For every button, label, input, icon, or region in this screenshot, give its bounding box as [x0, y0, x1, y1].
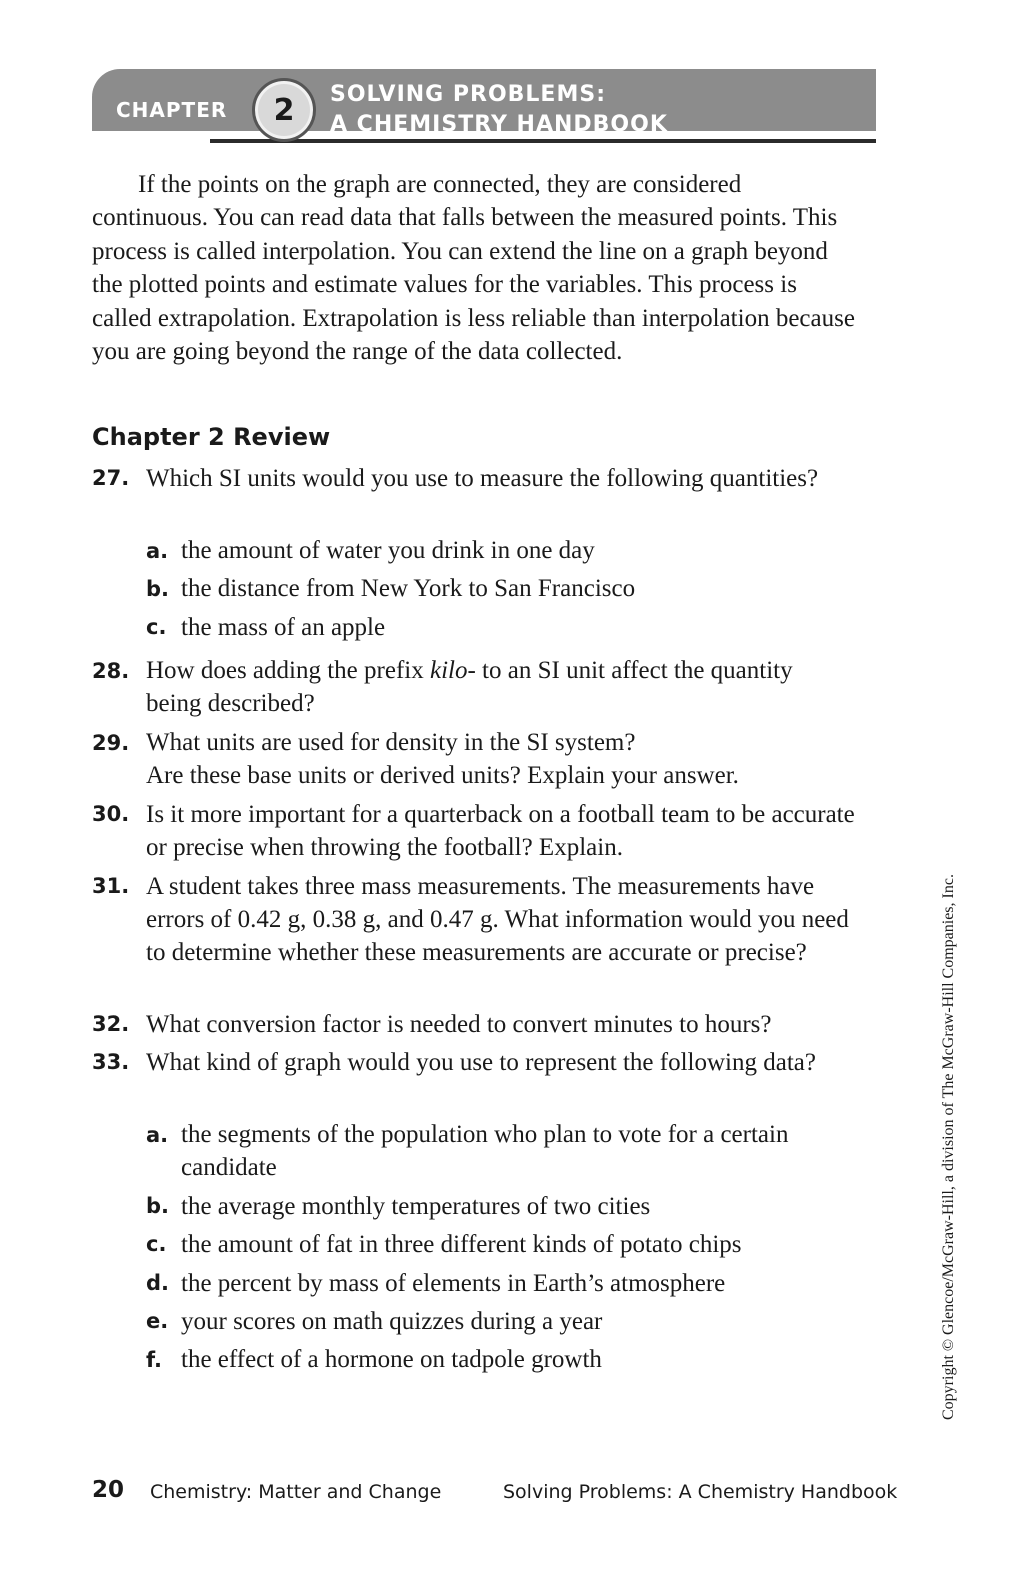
- chapter-title-line1: SOLVING PROBLEMS:: [330, 82, 606, 107]
- question-number: 29.: [92, 731, 130, 755]
- question-text: Is it more important for a quarterback on a football team to be accurate or precise when throwing the football? Explain.: [146, 801, 855, 861]
- intro-paragraph: If the points on the graph are connected, they are considered continuous. You can read data that falls between the measured points. This process is called interpolation. You can extend the line on a graph beyond the plotted points and estimate values for the variables. This process is called extrapolation. Extrapolation is less reliable than interpolation because you are going beyond the range of the data collected.: [92, 171, 855, 366]
- question-number: 31.: [92, 874, 130, 898]
- question-text-part: How does adding the prefix: [146, 657, 430, 684]
- subquestion-label: a.: [146, 1123, 169, 1147]
- prefix-italic: kilo: [429, 657, 468, 684]
- question-number: 27.: [92, 466, 130, 490]
- question-text: A student takes three mass measurements. The measurements have errors of 0.42 g, 0.38 g, and 0.47 g. What information would you need to determine whether these measurements are accurate or precise?: [146, 873, 849, 966]
- subquestion-text: the mass of an apple: [181, 614, 386, 641]
- copyright-notice: Copyright © Glencoe/McGraw-Hill, a division of The McGraw-Hill Companies, Inc.: [940, 874, 957, 1420]
- chapter-label: CHAPTER: [116, 98, 228, 122]
- subquestion-label: a.: [146, 539, 169, 563]
- subquestion-label: c.: [146, 1232, 167, 1256]
- subquestion-text: the distance from New York to San Francisco: [181, 575, 636, 602]
- footer-book-title: Chemistry: Matter and Change: [150, 1481, 442, 1503]
- question-number: 30.: [92, 802, 130, 826]
- subquestion-label: e.: [146, 1309, 169, 1333]
- subquestion-label: b.: [146, 1194, 170, 1218]
- subquestion-text: your scores on math quizzes during a year: [181, 1308, 603, 1335]
- subquestion-label: d.: [146, 1271, 170, 1295]
- review-heading: Chapter 2 Review: [92, 423, 331, 451]
- subquestion-text: the average monthly temperatures of two cities: [181, 1193, 651, 1220]
- question-text: Which SI units would you use to measure the following quantities?: [146, 465, 819, 492]
- subquestion-text: the percent by mass of elements in Earth’s atmosphere: [181, 1270, 726, 1297]
- question-line: What units are used for density in the SI system?: [146, 729, 636, 756]
- question-number: 32.: [92, 1012, 130, 1036]
- question-number: 28.: [92, 659, 130, 683]
- question-text-part: - to an SI unit affect the quantity being described?: [146, 657, 793, 717]
- subquestion-label: f.: [146, 1348, 162, 1372]
- subquestion-text: the amount of water you drink in one day: [181, 537, 595, 564]
- subquestion-text: the segments of the population who plan to vote for a certain candidate: [181, 1121, 789, 1181]
- chapter-number-badge: 2: [252, 78, 316, 142]
- question-line: Are these base units or derived units? Explain your answer.: [146, 762, 739, 789]
- subquestion-text: the effect of a hormone on tadpole growth: [181, 1346, 602, 1373]
- subquestion-label: b.: [146, 577, 170, 601]
- chapter-title: [330, 80, 668, 140]
- subquestion-label: c.: [146, 615, 167, 639]
- question-text: [146, 726, 866, 792]
- page-number: 20: [92, 1477, 125, 1503]
- question-text: What conversion factor is needed to convert minutes to hours?: [146, 1011, 772, 1038]
- footer-handbook-title: Solving Problems: A Chemistry Handbook: [503, 1481, 898, 1503]
- chapter-title-line2: A CHEMISTRY HANDBOOK: [330, 112, 668, 137]
- question-number: 33.: [92, 1050, 130, 1074]
- question-text: What kind of graph would you use to represent the following data?: [146, 1049, 816, 1076]
- question-text: [146, 654, 806, 720]
- subquestion-text: the amount of fat in three different kinds of potato chips: [181, 1231, 742, 1258]
